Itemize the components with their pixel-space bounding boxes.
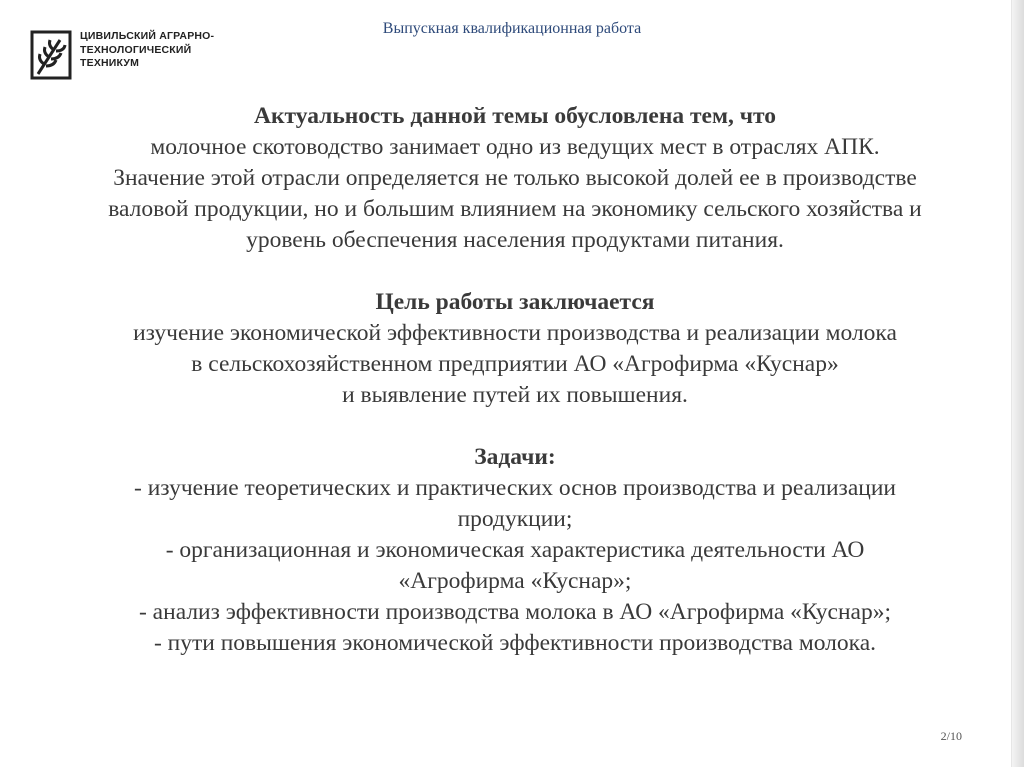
relevance-line: Значение этой отрасли определяется не только высокой долей ее в производстве xyxy=(113,165,917,191)
task-line: «Агрофирма «Куснар»; xyxy=(398,568,632,594)
relevance-line: валовой продукции, но и большим влиянием на экономику сельского хозяйства и xyxy=(108,196,922,222)
page-number: 2/10 xyxy=(940,729,962,743)
task-line: - пути повышения экономической эффективности производства молока. xyxy=(153,630,877,656)
logo-line: ТЕХНОЛОГИЧЕСКИЙ xyxy=(80,43,192,56)
task-line: продукции; xyxy=(457,506,573,532)
header-title: Выпускная квалификационная работа xyxy=(382,20,642,37)
slide-right-edge xyxy=(1011,0,1024,767)
logo-line: ТЕХНИКУМ xyxy=(80,57,140,69)
goal-heading: Цель работы заключается xyxy=(375,289,655,315)
goal-line: изучение экономической эффективности производства и реализации молока xyxy=(133,320,897,346)
goal-line: и выявление путей их повышения. xyxy=(342,382,688,408)
relevance-heading-bold: Актуальность данной темы xyxy=(254,103,549,129)
relevance-heading-rest: обусловлена тем, что xyxy=(548,103,776,129)
logo-line: ЦИВИЛЬСКИЙ АГРАРНО- xyxy=(80,30,215,42)
relevance-line: уровень обеспечения населения продуктами питания. xyxy=(246,227,784,253)
tasks-heading: Задачи: xyxy=(474,444,556,470)
slide-content xyxy=(40,101,990,659)
task-line: - изучение теоретических и практических основ производства и реализации xyxy=(134,475,896,501)
relevance-line: молочное скотоводство занимает одно из ведущих мест в отраслях АПК. xyxy=(150,134,880,160)
goal-line: в сельскохозяйственном предприятии АО «Агрофирма «Куснар» xyxy=(191,351,839,377)
task-line: - организационная и экономическая характеристика деятельности АО xyxy=(165,537,865,563)
relevance-heading xyxy=(40,101,990,132)
task-line: - анализ эффективности производства молока в АО «Агрофирма «Куснар»; xyxy=(138,599,892,625)
